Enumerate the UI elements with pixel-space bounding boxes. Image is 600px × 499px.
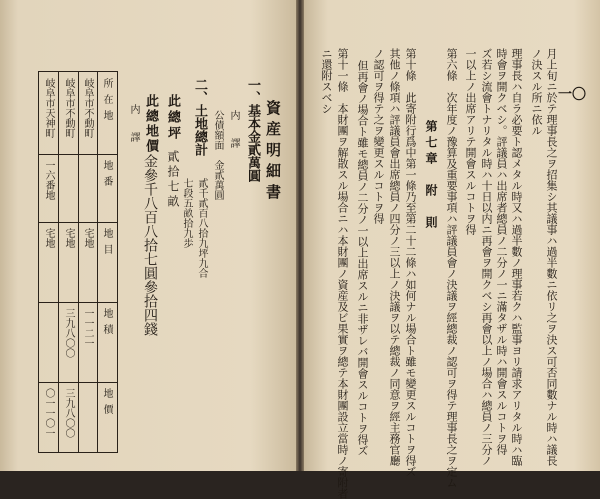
- page-number: 一〇: [558, 87, 586, 103]
- chapter-heading: 第七章 附 則: [424, 120, 438, 232]
- table-cell: 三九八〇〇: [63, 388, 74, 438]
- text-line: ノ認可ヲ得テ之ヲ變更スルコトヲ得: [372, 48, 385, 224]
- table-cell: 宅地: [63, 228, 74, 248]
- table-cell: 岐阜市天神町: [43, 78, 54, 138]
- document-title: 資産明細書: [264, 100, 282, 205]
- text-line: 月上旬ニ於テ理事長之ヲ招集シ其議事ハ過半數ニ依リ之ヲ決ス可否同數ナル時ハ議長: [545, 48, 558, 466]
- text-line: 第六條 次年度ノ豫算及重要事項ハ評議員會ノ決議ヲ經總裁ノ認可ヲ得テ理事長之ヲ定ム: [445, 48, 458, 488]
- land-table: [38, 71, 118, 453]
- table-cell: 宅地: [43, 228, 54, 248]
- book-gutter: [296, 0, 304, 471]
- text-line: 時會ヲ開クベシ。評議員ハ出席者總員ノ二分ノ一ニ滿タザル時ハ開會スルコトヲ得: [495, 48, 508, 455]
- text-line: 第十條 此寄附行爲中第一條乃至第二十二條ハ如何ナル場合ト雖モ變更スルコトヲ得ズ: [404, 48, 417, 477]
- table-cell: 一六番地: [43, 160, 54, 200]
- table-cell: 岐阜市不動町: [63, 78, 74, 138]
- section-detail: 貳千貳百八拾九坪九合: [196, 178, 207, 278]
- table-header: 地目: [101, 228, 112, 260]
- text-line: ズ若シ流會トナリタル時ハ十日以内ニ再會ヲ開クベシ再會以上ノ場合ハ總員ノ三分ノ: [480, 48, 493, 466]
- table-cell: 〇一一〇一: [43, 388, 54, 438]
- total-value: 貳拾七畝: [166, 150, 180, 210]
- text-line: 理事長ハ自ラ必要ト認メタル時又ハ過半數ノ理事若クハ監事ヨリ請求アリタル時ハ臨: [510, 48, 523, 466]
- section-detail: 公債額面 金貳萬圓: [212, 110, 223, 200]
- table-divider: [39, 154, 117, 155]
- text-line: ニ還附スベシ: [320, 48, 333, 114]
- text-line: 其他ノ條項ハ評議員會出席總員ノ四分ノ三以上ノ決議ヲ以テ總裁ノ同意ヲ經主務官廳: [388, 48, 401, 466]
- table-header: 所在地: [101, 78, 112, 126]
- price-sub: 内 譯: [128, 104, 139, 146]
- total-label: 此總坪: [165, 94, 180, 142]
- text-line: 但再會ノ場合ト雖モ總員ノ二分ノ一以上出席スルニ非ザレバ開會スルコトヲ得ズ: [356, 60, 369, 456]
- table-cell: 一一二一: [82, 308, 93, 348]
- table-divider: [39, 382, 117, 383]
- table-divider: [58, 72, 59, 452]
- table-divider: [39, 222, 117, 223]
- table-header: 地番: [101, 160, 112, 192]
- text-line: 第十一條 本財團ヲ解散スル場合ニハ本財團ノ資産及ビ果實ヲ總テ本財團設立當時ノ寄附者: [336, 48, 349, 499]
- section-heading: 一、基本金貳萬圓: [245, 78, 260, 182]
- table-divider: [39, 302, 117, 303]
- section-heading: 二、土地總計: [192, 78, 207, 156]
- table-header: 地積: [101, 308, 112, 340]
- table-cell: 宅地: [82, 228, 93, 248]
- price-value: 金參千八百八拾七圓參拾四錢: [142, 154, 158, 336]
- table-cell: 三九八〇〇: [63, 308, 74, 358]
- table-divider: [97, 72, 98, 452]
- section-detail: 七段五畝拾九歩: [181, 178, 192, 248]
- table-divider: [78, 72, 79, 452]
- section-sub: 内 譯: [228, 110, 239, 152]
- price-label: 此總地價: [143, 94, 158, 154]
- table-cell: 岐阜市不動町: [82, 78, 93, 138]
- text-line: ノ決スル所ニ依ル: [530, 48, 543, 136]
- text-line: 一以上ノ出席アリテ開會スルコトヲ得: [464, 48, 477, 235]
- table-header: 地價: [101, 388, 112, 420]
